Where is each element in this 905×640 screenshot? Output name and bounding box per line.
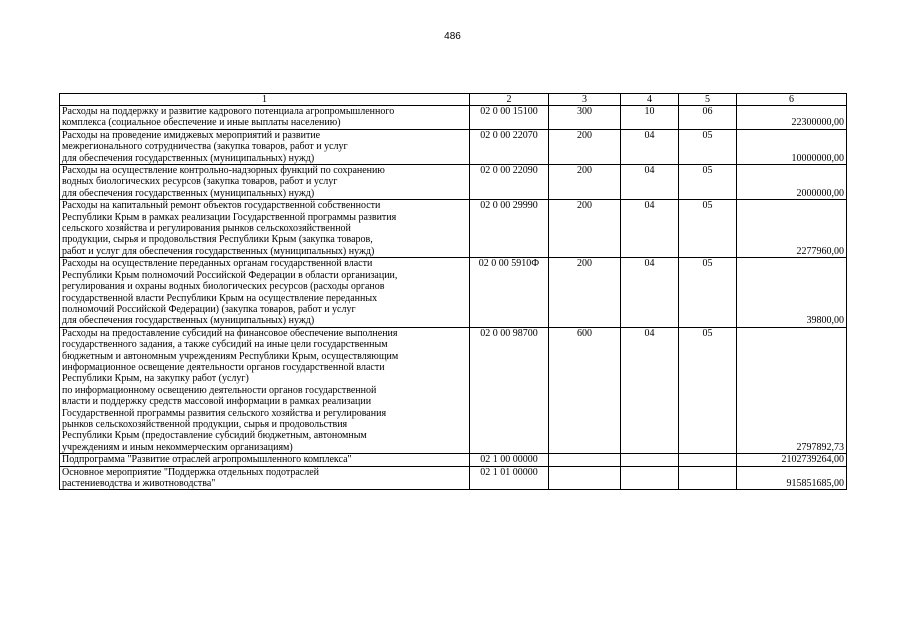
row-description-line: Республики Крым в рамках реализации Государственной программы развития xyxy=(62,211,397,223)
row-description-line: продукции, сырья и продовольствия Республики Крым (закупка товаров, xyxy=(62,234,373,246)
row-code: 02 0 00 5910Ф xyxy=(470,258,549,327)
row-description-line: для обеспечения государственных (муниципальных) нужд) xyxy=(62,187,315,199)
row-description-line: государственного задания, а также субсидий на иные цели государственным xyxy=(62,339,388,351)
row-description-line: водных биологических ресурсов (закупка товаров, работ и услуг xyxy=(62,176,338,188)
row-amount: 915851685,00 xyxy=(737,466,847,490)
row-description-line: для обеспечения государственных (муниципальных) нужд) xyxy=(62,152,315,164)
row-description-line: Основное мероприятие "Поддержка отдельных подотраслей xyxy=(62,466,319,478)
row-description xyxy=(60,165,470,200)
table-header-row xyxy=(60,94,847,106)
row-col-4: 04 xyxy=(621,129,679,164)
row-col-3 xyxy=(549,454,621,466)
row-col-5: 05 xyxy=(679,327,737,453)
budget-table xyxy=(59,93,847,490)
row-description xyxy=(60,466,470,490)
row-code: 02 1 00 00000 xyxy=(470,454,549,466)
row-amount: 10000000,00 xyxy=(737,129,847,164)
row-description-line: власти и поддержку средств массовой информации в рамках реализации xyxy=(62,396,372,408)
row-amount: 22300000,00 xyxy=(737,106,847,130)
row-description-line: Расходы на предоставление субсидий на финансовое обеспечение выполнения xyxy=(62,327,398,339)
table-row xyxy=(60,106,847,130)
row-description-line: учреждениям и иным некоммерческим организациям) xyxy=(62,441,293,453)
column-header-5: 5 xyxy=(679,94,737,106)
row-description xyxy=(60,106,470,130)
column-header-2: 2 xyxy=(470,94,549,106)
table-row xyxy=(60,454,847,466)
row-col-5: 05 xyxy=(679,165,737,200)
table-row xyxy=(60,466,847,490)
row-description-line: полномочий Российской Федерации) (закупка товаров, работ и услуг xyxy=(62,303,356,315)
column-header-3: 3 xyxy=(549,94,621,106)
row-col-3 xyxy=(549,466,621,490)
row-description-line: комплекса (социальное обеспечение и иные выплаты населению) xyxy=(62,117,341,129)
row-col-5 xyxy=(679,466,737,490)
row-col-3: 200 xyxy=(549,129,621,164)
row-description xyxy=(60,454,470,466)
row-code: 02 0 00 29990 xyxy=(470,200,549,258)
row-code: 02 0 00 22090 xyxy=(470,165,549,200)
row-description-line: для обеспечения государственных (муниципальных) нужд) xyxy=(62,315,315,327)
row-description-line: растениеводства и животноводства" xyxy=(62,478,216,489)
row-description-line: Расходы на капитальный ремонт объектов государственной собственности xyxy=(62,200,381,212)
row-amount: 39800,00 xyxy=(737,258,847,327)
row-col-5: 05 xyxy=(679,129,737,164)
row-description xyxy=(60,129,470,164)
row-code: 02 0 00 98700 xyxy=(470,327,549,453)
column-header-4: 4 xyxy=(621,94,679,106)
table-row xyxy=(60,129,847,164)
row-description-line: Расходы на осуществление контрольно-надзорных функций по сохранению xyxy=(62,165,385,177)
page-number: 486 xyxy=(444,31,461,42)
row-description xyxy=(60,200,470,258)
row-description-line: Подпрограмма "Развитие отраслей агропромышленного комплекса" xyxy=(62,454,352,466)
row-description-line: по информационному освещению деятельности органов государственной xyxy=(62,384,377,396)
row-amount: 2000000,00 xyxy=(737,165,847,200)
row-amount: 2277960,00 xyxy=(737,200,847,258)
row-description-line: регулирования и охраны водных биологических ресурсов (расходы органов xyxy=(62,281,385,293)
table-row xyxy=(60,327,847,453)
row-col-5 xyxy=(679,454,737,466)
row-col-4: 10 xyxy=(621,106,679,130)
row-col-5: 06 xyxy=(679,106,737,130)
row-col-3: 200 xyxy=(549,200,621,258)
row-col-4 xyxy=(621,454,679,466)
row-description xyxy=(60,258,470,327)
row-amount: 2102739264,00 xyxy=(737,454,847,466)
row-col-3: 200 xyxy=(549,165,621,200)
column-header-6: 6 xyxy=(737,94,847,106)
row-col-4: 04 xyxy=(621,200,679,258)
row-description-line: Государственной программы развития сельского хозяйства и регулирования xyxy=(62,407,387,419)
row-col-3: 200 xyxy=(549,258,621,327)
row-description-line: сельского хозяйства и регулирования рынков сельскохозяйственной xyxy=(62,223,351,235)
row-amount: 2797892,73 xyxy=(737,327,847,453)
row-description-line: межрегионального сотрудничества (закупка товаров, работ и услуг xyxy=(62,141,348,153)
row-code: 02 0 00 22070 xyxy=(470,129,549,164)
column-header-1: 1 xyxy=(60,94,470,106)
row-col-3: 300 xyxy=(549,106,621,130)
row-col-4: 04 xyxy=(621,165,679,200)
row-description-line: работ и услуг для обеспечения государственных (муниципальных) нужд) xyxy=(62,245,375,257)
row-description-line: Расходы на проведение имиджевых мероприятий и развитие xyxy=(62,129,321,141)
row-description-line: государственной власти Республики Крым на осуществление переданных xyxy=(62,292,378,304)
row-col-4: 04 xyxy=(621,258,679,327)
row-col-5: 05 xyxy=(679,200,737,258)
table-row xyxy=(60,258,847,327)
row-col-3: 600 xyxy=(549,327,621,453)
row-col-5: 05 xyxy=(679,258,737,327)
row-description-line: Республики Крым полномочий Российской Федерации в области организации, xyxy=(62,269,398,281)
row-description-line: Расходы на поддержку и развитие кадрового потенциала агропромышленного xyxy=(62,106,395,117)
row-description-line: информационное освещение деятельности органов государственной власти xyxy=(62,361,385,373)
row-col-4 xyxy=(621,466,679,490)
row-description-line: рынков сельскохозяйственной продукции, сырья и продовольствия xyxy=(62,418,348,430)
row-description-line: Республики Крым, на закупку работ (услуг) xyxy=(62,373,249,385)
row-code: 02 0 00 15100 xyxy=(470,106,549,130)
row-description-line: бюджетным и автономным учреждениям Республики Крым, осуществляющим xyxy=(62,350,399,362)
table-row xyxy=(60,165,847,200)
table-row xyxy=(60,200,847,258)
row-description-line: Расходы на осуществление переданных органам государственной власти xyxy=(62,258,373,270)
row-code: 02 1 01 00000 xyxy=(470,466,549,490)
row-col-4: 04 xyxy=(621,327,679,453)
row-description-line: Республики Крым (предоставление субсидий бюджетным, автономным xyxy=(62,430,367,442)
row-description xyxy=(60,327,470,453)
